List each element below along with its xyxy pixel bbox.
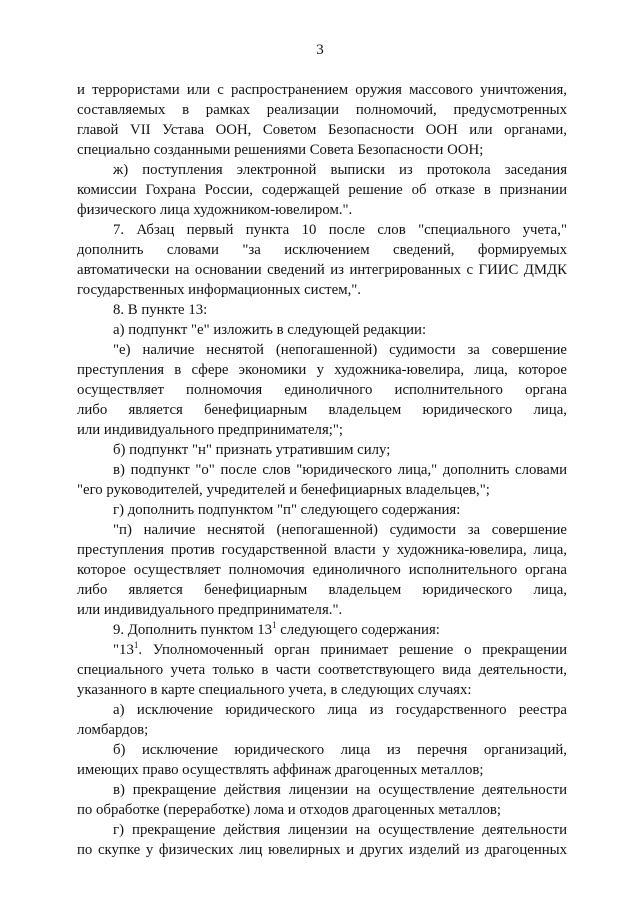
text-line [77, 660, 567, 680]
text-line-content: имеющих право осуществлять аффинаж драгоценных металлов; [77, 762, 484, 778]
text-line-content: по скупке у физических лиц ювелирных и других изделий из драгоценных [77, 842, 567, 858]
text-line-content: либо является бенефициарным владельцем юридического лица, [77, 582, 567, 598]
text-line [77, 500, 567, 520]
text-line [77, 620, 567, 640]
text-line [77, 160, 567, 180]
superscript: 1 [133, 640, 139, 651]
text-line-content: либо является бенефициарным владельцем юридического лица, [77, 402, 567, 418]
text-line-continuation: . Уполномоченный орган принимает решение о прекращении [138, 642, 567, 658]
text-line-content: г) прекращение действия лицензии на осуществление деятельности [113, 822, 567, 838]
text-line [77, 520, 567, 540]
text-line-content: ломбардов; [77, 722, 149, 738]
text-line-content: или индивидуального предпринимателя;"; [77, 422, 344, 438]
text-line [77, 480, 567, 500]
text-line-content: ж) поступления электронной выписки из протокола заседания [113, 162, 567, 178]
text-line-content: по обработке (переработке) лома и отходов драгоценных металлов; [77, 802, 501, 818]
text-line [77, 840, 567, 860]
text-line [77, 600, 567, 620]
text-line-content: 7. Абзац первый пункта 10 после слов "специального учета," [113, 222, 567, 238]
text-line-content: "е) наличие неснятой (непогашенной) судимости за совершение [113, 342, 567, 358]
text-line-content: государственных информационных систем,". [77, 282, 362, 298]
text-line-content: автоматически на основании сведений из интегрированных с ГИИС ДМДК [77, 262, 567, 278]
text-line [77, 120, 567, 140]
text-line-content: а) подпункт "е" изложить в следующей редакции: [113, 322, 427, 338]
text-line [77, 360, 567, 380]
text-line-content: главой VII Устава ООН, Советом Безопасности ООН или органами, [77, 122, 567, 138]
text-line [77, 780, 567, 800]
text-line [77, 460, 567, 480]
text-line-content: а) исключение юридического лица из государственного реестра [113, 702, 567, 718]
document-body [77, 80, 567, 860]
text-line-content: г) дополнить подпунктом "п" следующего содержания: [113, 502, 461, 518]
text-line [77, 820, 567, 840]
text-line-content: осуществляет полномочия единоличного исполнительного органа [77, 382, 567, 398]
text-line-content: или индивидуального предпринимателя.". [77, 602, 343, 618]
text-line [77, 180, 567, 200]
text-line [77, 280, 567, 300]
text-line-content: физического лица художником-ювелиром.". [77, 202, 353, 218]
text-line [77, 420, 567, 440]
text-line [77, 700, 567, 720]
text-line-continuation: следующего содержания: [276, 622, 440, 638]
text-line [77, 80, 567, 100]
text-line [77, 560, 567, 580]
text-line [77, 260, 567, 280]
text-line-content: и террористами или с распространением оружия массового уничтожения, [77, 82, 567, 98]
text-line [77, 340, 567, 360]
text-line-content: "п) наличие неснятой (непогашенной) судимости за совершение [113, 522, 567, 538]
text-line [77, 800, 567, 820]
text-line-content: комиссии Гохрана России, содержащей решение об отказе в признании [77, 182, 567, 198]
text-line-content: специального учета только в части соответствующего вида деятельности, [77, 662, 567, 678]
text-line-content: 9. Дополнить пунктом 13 [113, 622, 273, 638]
text-line [77, 440, 567, 460]
text-line-content: дополнить словами "за исключением сведений, формируемых [77, 242, 567, 258]
text-line [77, 720, 567, 740]
text-line-content: которое осуществляет полномочия единоличного исполнительного органа [77, 562, 567, 578]
text-line-content: специально созданными решениями Совета Безопасности ООН; [77, 142, 484, 158]
text-line-content: преступления в сфере экономики у художника-ювелира, лица, которое [77, 362, 567, 378]
text-line [77, 580, 567, 600]
text-line-content: составляемых в рамках реализации полномочий, предусмотренных [77, 102, 567, 118]
text-line [77, 680, 567, 700]
text-line-content: "его руководителей, учредителей и бенефициарных владельцев,"; [77, 482, 490, 498]
text-line-content: б) подпункт "н" признать утратившим силу; [113, 442, 391, 458]
text-line [77, 220, 567, 240]
text-line [77, 320, 567, 340]
text-line [77, 540, 567, 560]
page-number: 3 [316, 42, 324, 58]
text-line-content: "13 [113, 642, 134, 658]
text-line [77, 760, 567, 780]
superscript: 1 [272, 620, 277, 631]
text-line [77, 200, 567, 220]
text-line [77, 380, 567, 400]
text-line [77, 300, 567, 320]
text-line [77, 100, 567, 120]
text-line-content: б) исключение юридического лица из перечня организаций, [113, 742, 567, 758]
text-line [77, 140, 567, 160]
text-line [77, 240, 567, 260]
text-line-content: в) прекращение действия лицензии на осуществление деятельности [113, 782, 567, 798]
text-line-content: указанного в карте специального учета, в следующих случаях: [77, 682, 472, 698]
text-line-content: в) подпункт "о" после слов "юридического лица," дополнить словами [113, 462, 567, 478]
text-line-content: преступления против государственной власти у художника-ювелира, лица, [77, 542, 567, 558]
text-line [77, 640, 567, 660]
text-line-content: 8. В пункте 13: [113, 302, 208, 318]
text-line [77, 400, 567, 420]
text-line [77, 740, 567, 760]
